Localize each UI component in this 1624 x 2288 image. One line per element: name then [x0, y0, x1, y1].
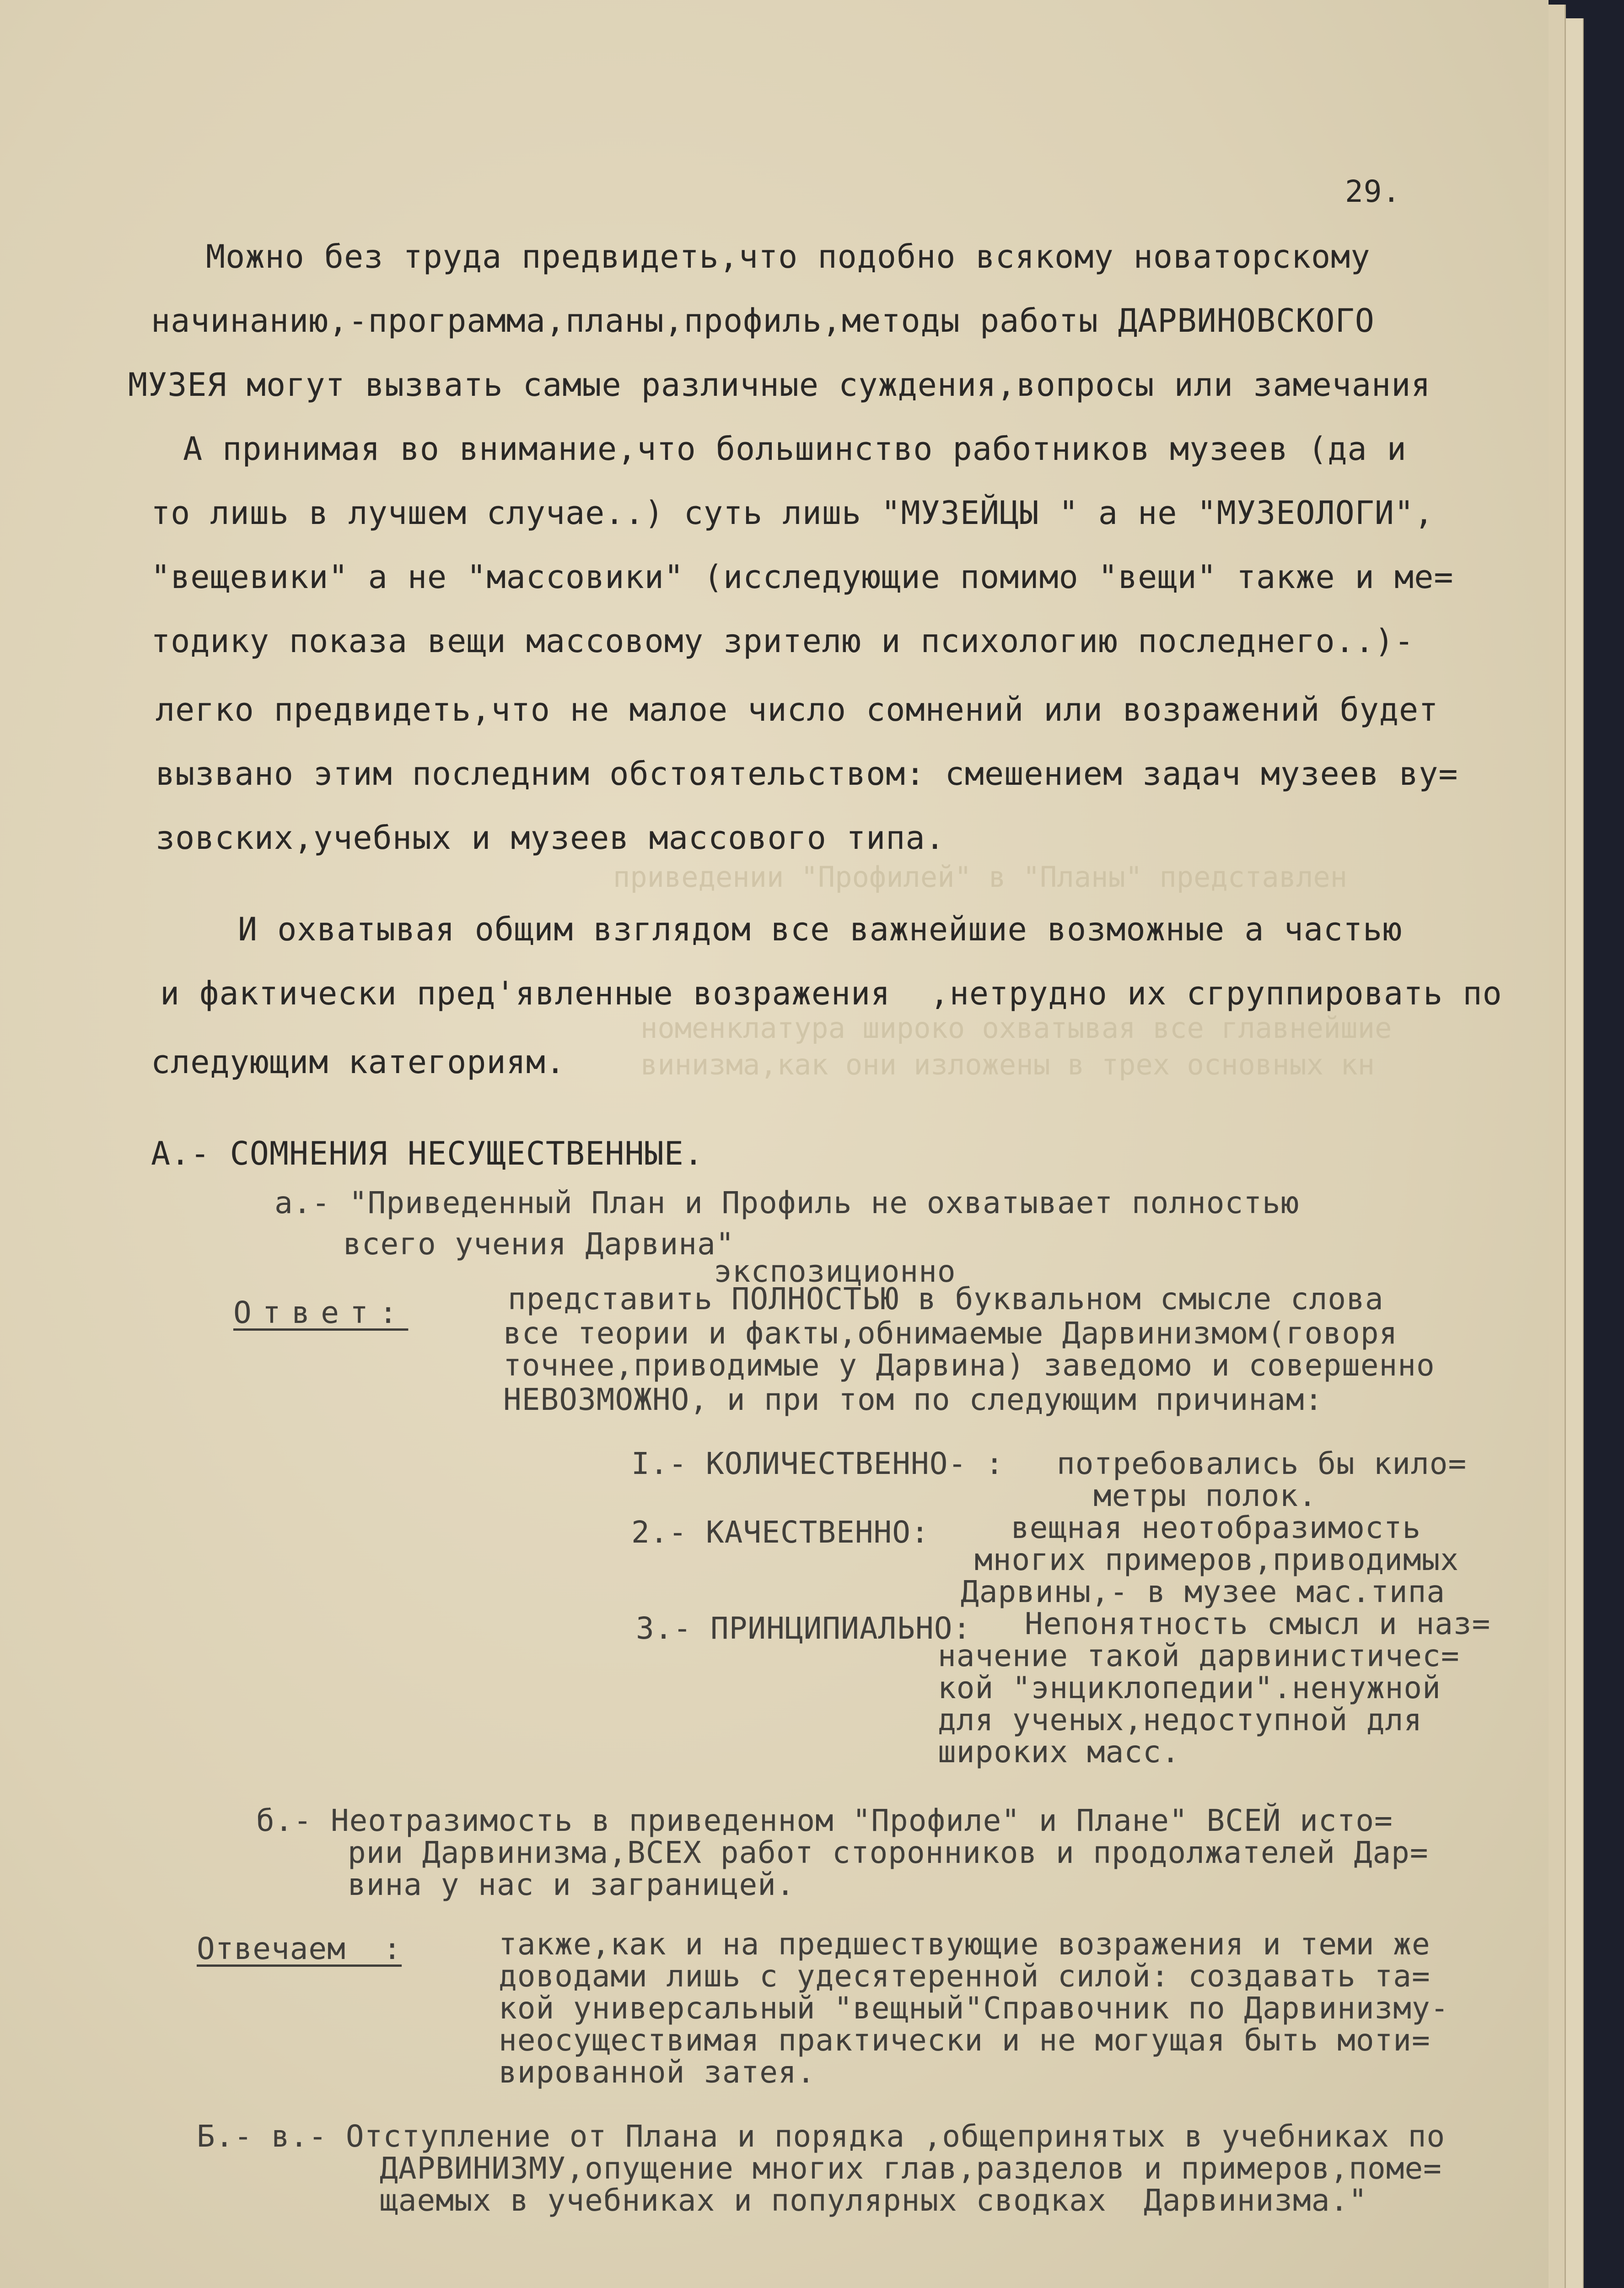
reply-label: Отвечаем : — [197, 1931, 402, 1966]
intro-line: тодику показа вещи массовому зрителю и психологию последнего..)- — [151, 622, 1414, 660]
page-number: 29. — [1345, 174, 1401, 209]
answer-line: все теории и факты,обнимаемые Дарвинизмом(говоря — [503, 1316, 1398, 1351]
answer-line: точнее,приводимые у Дарвина) заведомо и совершенно — [503, 1348, 1435, 1383]
answer-label: Ответ: — [233, 1295, 409, 1330]
reply-line: вированной затея. — [499, 2055, 816, 2090]
reply-line: также,как и на предшествующие возражения и теми же — [499, 1926, 1430, 1962]
reason-text: Дарвины,- в музее мас.типа — [961, 1574, 1446, 1609]
bleed-through-text: приведении "Профилей" в "Планы" представлен — [613, 860, 1348, 894]
objection-b-line: вина у нас и заграницей. — [348, 1867, 795, 1902]
intro-line: Можно без труда предвидеть,что подобно всякому новаторскому — [206, 238, 1371, 275]
intro-line: вызвано этим последним обстоятельством: смешением задач музеев ву= — [156, 755, 1458, 793]
objection-b-line: б.- Неотразимость в приведенном "Профиле" и Плане" ВСЕЙ исто= — [256, 1803, 1393, 1838]
intro-line: то лишь в лучшем случае..) суть лишь "МУЗЕЙЦЫ " а не "МУЗЕОЛОГИ", — [151, 494, 1434, 532]
intro-line: следующим категориям. — [151, 1043, 566, 1081]
reason-text: многих примеров,приводимых — [974, 1542, 1459, 1577]
reply-line: доводами лишь с удесятеренной силой: создавать та= — [499, 1959, 1430, 1994]
intro-line: И охватывая общим взглядом все важнейшие возможные а частью — [238, 911, 1403, 948]
intro-line: начинанию,-программа,планы,профиль,методы работы ДАРВИНОВСКОГО — [151, 302, 1375, 340]
reply-line: неосуществимая практически и не могущая быть моти= — [499, 2023, 1430, 2058]
reason-text: кой "энциклопедии".ненужной — [938, 1670, 1441, 1705]
objection-a-line: а.- "Приведенный План и Профиль не охватывает полностью — [274, 1185, 1300, 1220]
intro-line: легко предвидеть,что не малое число сомнений или возражений будет — [156, 691, 1439, 728]
handwritten-insert: экспозиционно — [714, 1254, 956, 1289]
intro-line: зовских,учебных и музеев массового типа. — [156, 819, 945, 857]
reason-text: широких масс. — [938, 1734, 1180, 1770]
bleed-through-text: номенклатура широко охватывая все главнейшие — [640, 1011, 1392, 1045]
bleed-through-text: винизма,как они изложены в трех основных кн — [640, 1048, 1375, 1081]
reason-text: потребовались бы кило= — [1057, 1446, 1467, 1481]
intro-line: МУЗЕЯ могут вызвать самые различные суждения,вопросы или замечания — [128, 366, 1431, 404]
objection-b-line: рии Дарвинизма,ВСЕХ работ сторонников и продолжателей Дар= — [348, 1835, 1429, 1870]
reason-label: 3.- ПРИНЦИПИАЛЬНО: — [636, 1611, 972, 1646]
objection-v-line: Б.- в.- Отступление от Плана и порядка ,общепринятых в учебниках по — [197, 2119, 1446, 2154]
objection-v-line: ДАРВИНИЗМУ,опущение многих глав,разделов и примеров,поме= — [380, 2151, 1442, 2186]
reply-line: кой универсальный "вещный"Справочник по Дарвинизму- — [499, 1991, 1449, 2026]
reason-label: 2.- КАЧЕСТВЕННО: — [631, 1515, 930, 1550]
reason-text: Непонятность смысл и наз= — [1025, 1606, 1491, 1641]
intro-line: А принимая во внимание,что большинство работников музеев (да и — [183, 430, 1407, 468]
reason-text: для ученых,недоступной для — [938, 1702, 1423, 1738]
answer-line: НЕВОЗМОЖНО, и при том по следующим причинам: — [503, 1382, 1323, 1417]
reason-label: I.- КОЛИЧЕСТВЕННО- : — [631, 1446, 1004, 1481]
reason-text: начение такой дарвинистичес= — [938, 1638, 1460, 1673]
objection-v-line: щаемых в учебниках и популярных сводках Дарвинизма." — [380, 2183, 1367, 2218]
section-heading: А.- СОМНЕНИЯ НЕСУЩЕСТВЕННЫЕ. — [151, 1135, 704, 1172]
intro-line: "вещевики" а не "массовики" (исследующие помимо "вещи" также и ме= — [151, 558, 1454, 596]
reason-text: вещная неотобразимость — [1011, 1510, 1421, 1545]
reason-text: метры полок. — [1093, 1478, 1317, 1513]
answer-line: представить ПОЛНОСТЬЮ в буквальном смысле слова — [508, 1281, 1384, 1317]
intro-line: и фактически пред'явленные возражения ,нетрудно их сгруппировать по — [160, 975, 1502, 1012]
objection-a-line: всего учения Дарвина" — [343, 1226, 735, 1262]
